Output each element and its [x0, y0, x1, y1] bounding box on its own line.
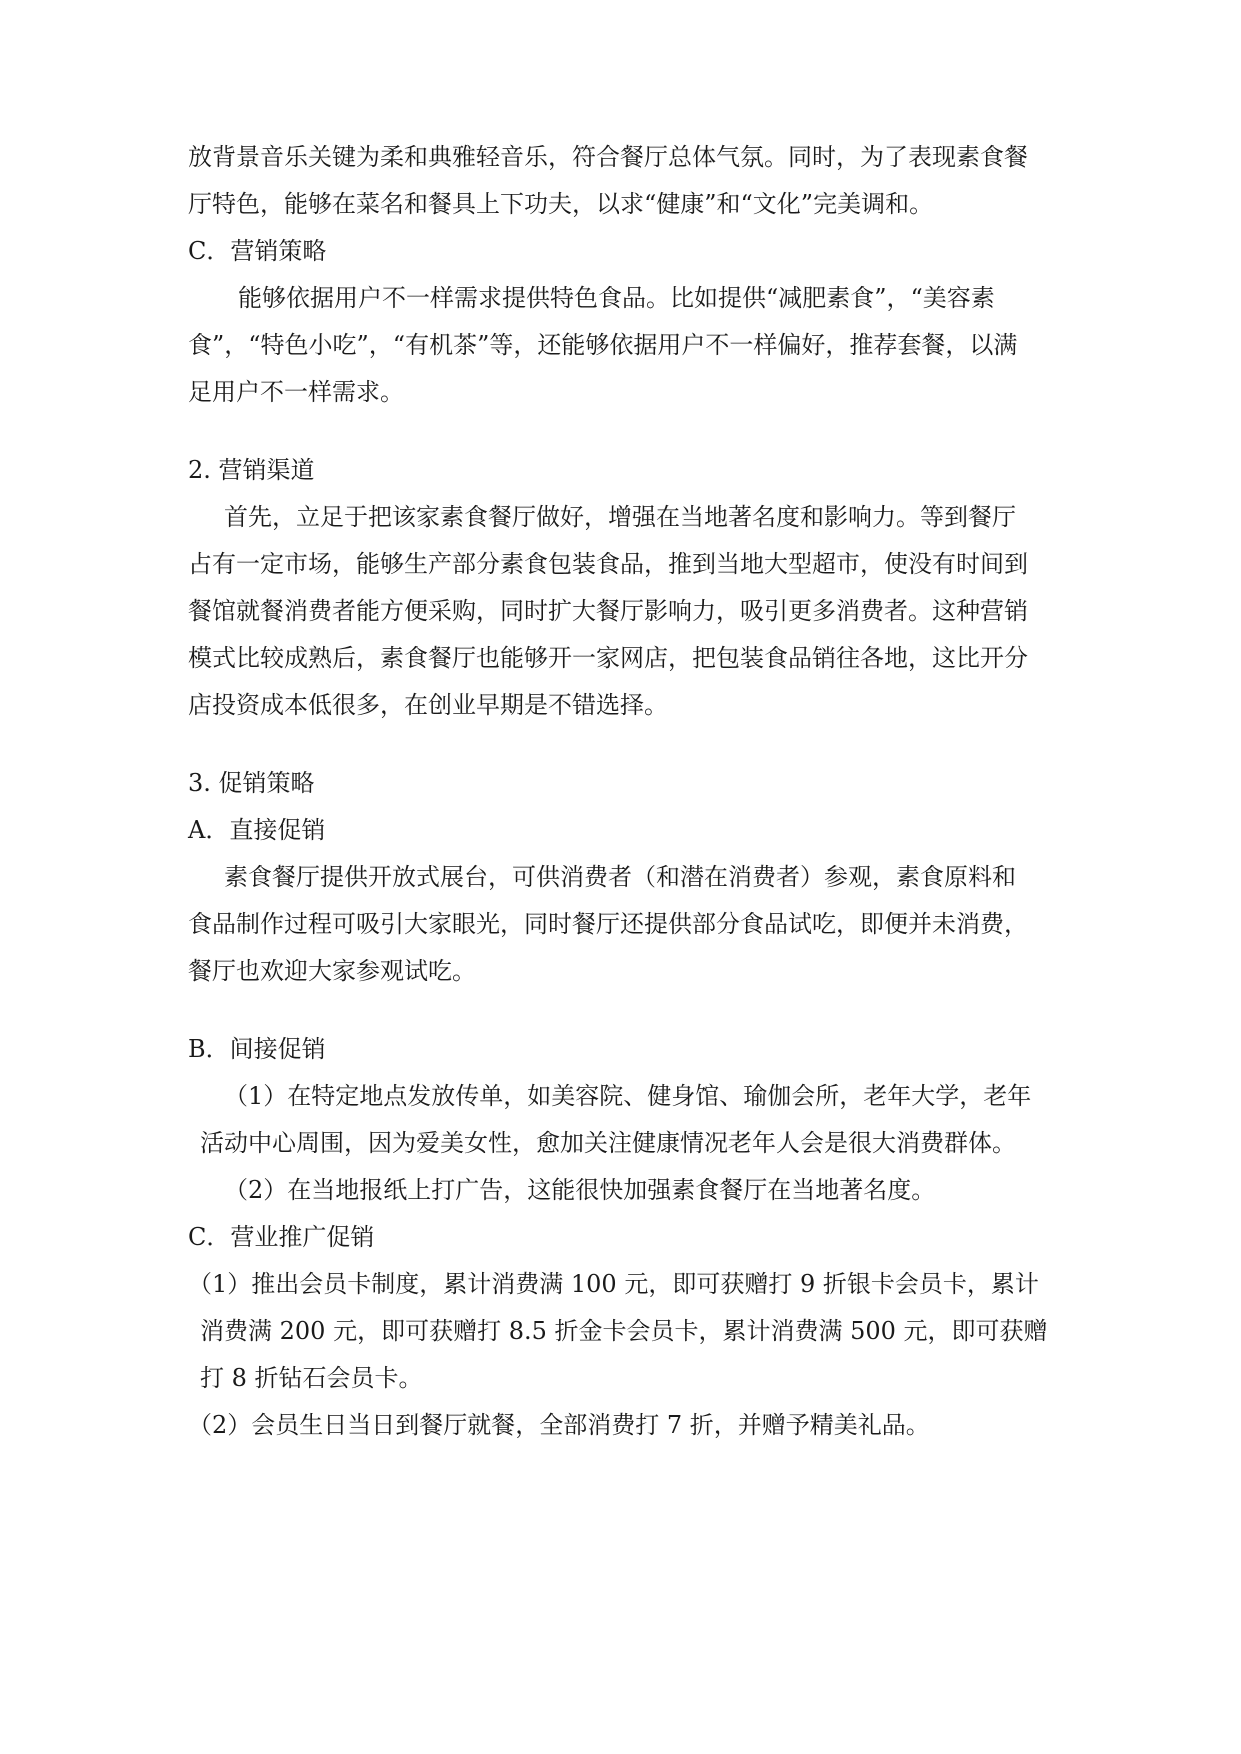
paragraph-line: 能够依据用户不一样需求提供特色食品。比如提供“减肥素食”，“美容素 [238, 284, 995, 312]
paragraph-line: 足用户不一样需求。 [188, 378, 404, 406]
paragraph-line: 厅特色，能够在菜名和餐具上下功夫，以求“健康”和“文化”完美调和。 [188, 190, 934, 218]
section-heading: C．营销策略 [188, 237, 327, 265]
paragraph-line: 食”，“特色小吃”，“有机茶”等，还能够依据用户不一样偏好，推荐套餐，以满 [188, 331, 1018, 359]
paragraph-line: 首先，立足于把该家素食餐厅做好，增强在当地著名度和影响力。等到餐厅 [224, 503, 1016, 531]
list-item: （2）在当地报纸上打广告，这能很快加强素食餐厅在当地著名度。 [224, 1176, 936, 1204]
paragraph-line: 消费满 200 元，即可获赠打 8.5 折金卡会员卡，累计消费满 500 元，即可获赠 [200, 1317, 1048, 1345]
section-heading: C．营业推广促销 [188, 1223, 375, 1251]
paragraph-line: 餐厅也欢迎大家参观试吃。 [188, 957, 476, 985]
section-heading: B．间接促销 [188, 1035, 326, 1063]
paragraph-line: 店投资成本低很多，在创业早期是不错选择。 [188, 691, 668, 719]
paragraph-line: 食品制作过程可吸引大家眼光，同时餐厅还提供部分食品试吃，即便并未消费， [188, 910, 1028, 938]
list-item: （1）推出会员卡制度，累计消费满 100 元，即可获赠打 9 折银卡会员卡，累计 [188, 1270, 1039, 1298]
section-heading: 2. 营销渠道 [188, 456, 315, 484]
paragraph-line: 打 8 折钻石会员卡。 [200, 1364, 423, 1392]
paragraph-line: 素食餐厅提供开放式展台，可供消费者（和潜在消费者）参观，素食原料和 [224, 863, 1016, 891]
list-item: （1）在特定地点发放传单，如美容院、健身馆、瑜伽会所，老年大学，老年 [224, 1082, 1032, 1110]
paragraph-line: 活动中心周围，因为爱美女性，愈加关注健康情况老年人会是很大消费群体。 [200, 1129, 1016, 1157]
paragraph-line: 放背景音乐关键为柔和典雅轻音乐，符合餐厅总体气氛。同时，为了表现素食餐 [188, 143, 1028, 171]
section-heading: A．直接促销 [188, 816, 326, 844]
list-item: （2）会员生日当日到餐厅就餐，全部消费打 7 折，并赠予精美礼品。 [188, 1411, 930, 1439]
paragraph-line: 餐馆就餐消费者能方便采购，同时扩大餐厅影响力，吸引更多消费者。这种营销 [188, 597, 1028, 625]
paragraph-line: 占有一定市场，能够生产部分素食包装食品，推到当地大型超市，使没有时间到 [188, 550, 1028, 578]
section-heading: 3. 促销策略 [188, 769, 315, 797]
paragraph-line: 模式比较成熟后，素食餐厅也能够开一家网店，把包装食品销往各地，这比开分 [188, 644, 1028, 672]
